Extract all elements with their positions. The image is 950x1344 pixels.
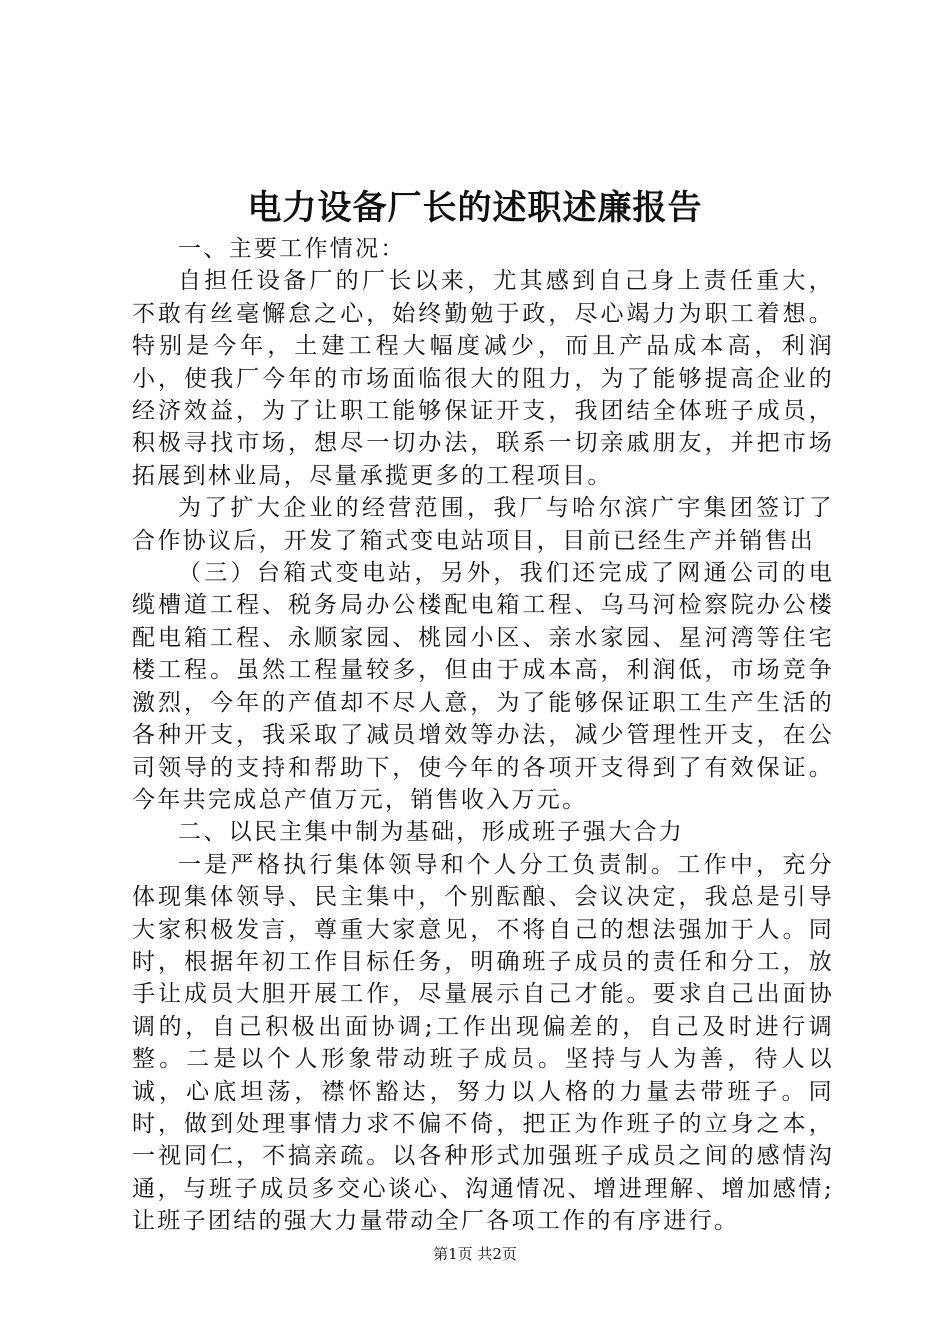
section-heading-main-work: 一、主要工作情况： xyxy=(178,236,406,262)
section-heading-democratic-centralism: 二、以民主集中制为基础，形成班子强大合力 xyxy=(178,819,684,846)
paragraph: （三）台箱式变电站，另外，我们还完成了网通公司的电缆槽道工程、税务局办公楼配电箱工程、乌马河检察院办公楼配电箱工程、永顺家园、桃园小区、亲水家园、星河湾等住宅楼工程。虽然工程量较多，但由于成本高，利润低，市场竞争激烈，今年的产值却不尽人意，为了能够保证职工生产生活的各种开支，我采取了减员增效等办法，减少管理性开支，在公司领导的支持和帮助下，使今年的各项开支得到了有效保证。今年共完成总产值万元，销售收入万元。 xyxy=(132,560,834,813)
paragraph: 自担任设备厂的厂长以来，尤其感到自己身上责任重大，不敢有丝毫懈怠之心，始终勤勉于政，尽心竭力为职工着想。特别是今年，土建工程大幅度减少，而且产品成本高，利润小，使我厂今年的市场面临很大的阻力，为了能够提高企业的经济效益，为了让职工能够保证开支，我团结全体班子成员，积极寻找市场，想尽一切办法，联系一切亲戚朋友，并把市场拓展到林业局，尽量承揽更多的工程项目。 xyxy=(132,268,834,489)
document-body xyxy=(132,233,834,1238)
page-number-footer: 第1页 共2页 xyxy=(433,1245,517,1263)
paragraph: 一是严格执行集体领导和个人分工负责制。工作中，充分体现集体领导、民主集中，个别酝酿、会议决定，我总是引导大家积极发言，尊重大家意见，不将自己的想法强加于人。同时，根据年初工作目标任务，明确班子成员的责任和分工，放手让成员大胆开展工作，尽量展示自己才能。要求自己出面协调的，自己积极出面协调;工作出现偏差的，自己及时进行调整。二是以个人形象带动班子成员。坚持与人为善，待人以诚，心底坦荡，襟怀豁达，努力以人格的力量去带班子。同时，做到处理事情力求不偏不倚，把正为作班子的立身之本，一视同仁，不搞亲疏。以各种形式加强班子成员之间的感情沟通，与班子成员多交心谈心、沟通情况、增进理解、增加感情;让班子团结的强大力量带动全厂各项工作的有序进行。 xyxy=(132,851,834,1235)
document-title: 电力设备厂长的述职述廉报告 xyxy=(247,188,703,228)
paragraph: 为了扩大企业的经营范围，我厂与哈尔滨广宇集团签订了合作协议后，开发了箱式变电站项目，目前已经生产并销售出 xyxy=(132,495,834,554)
